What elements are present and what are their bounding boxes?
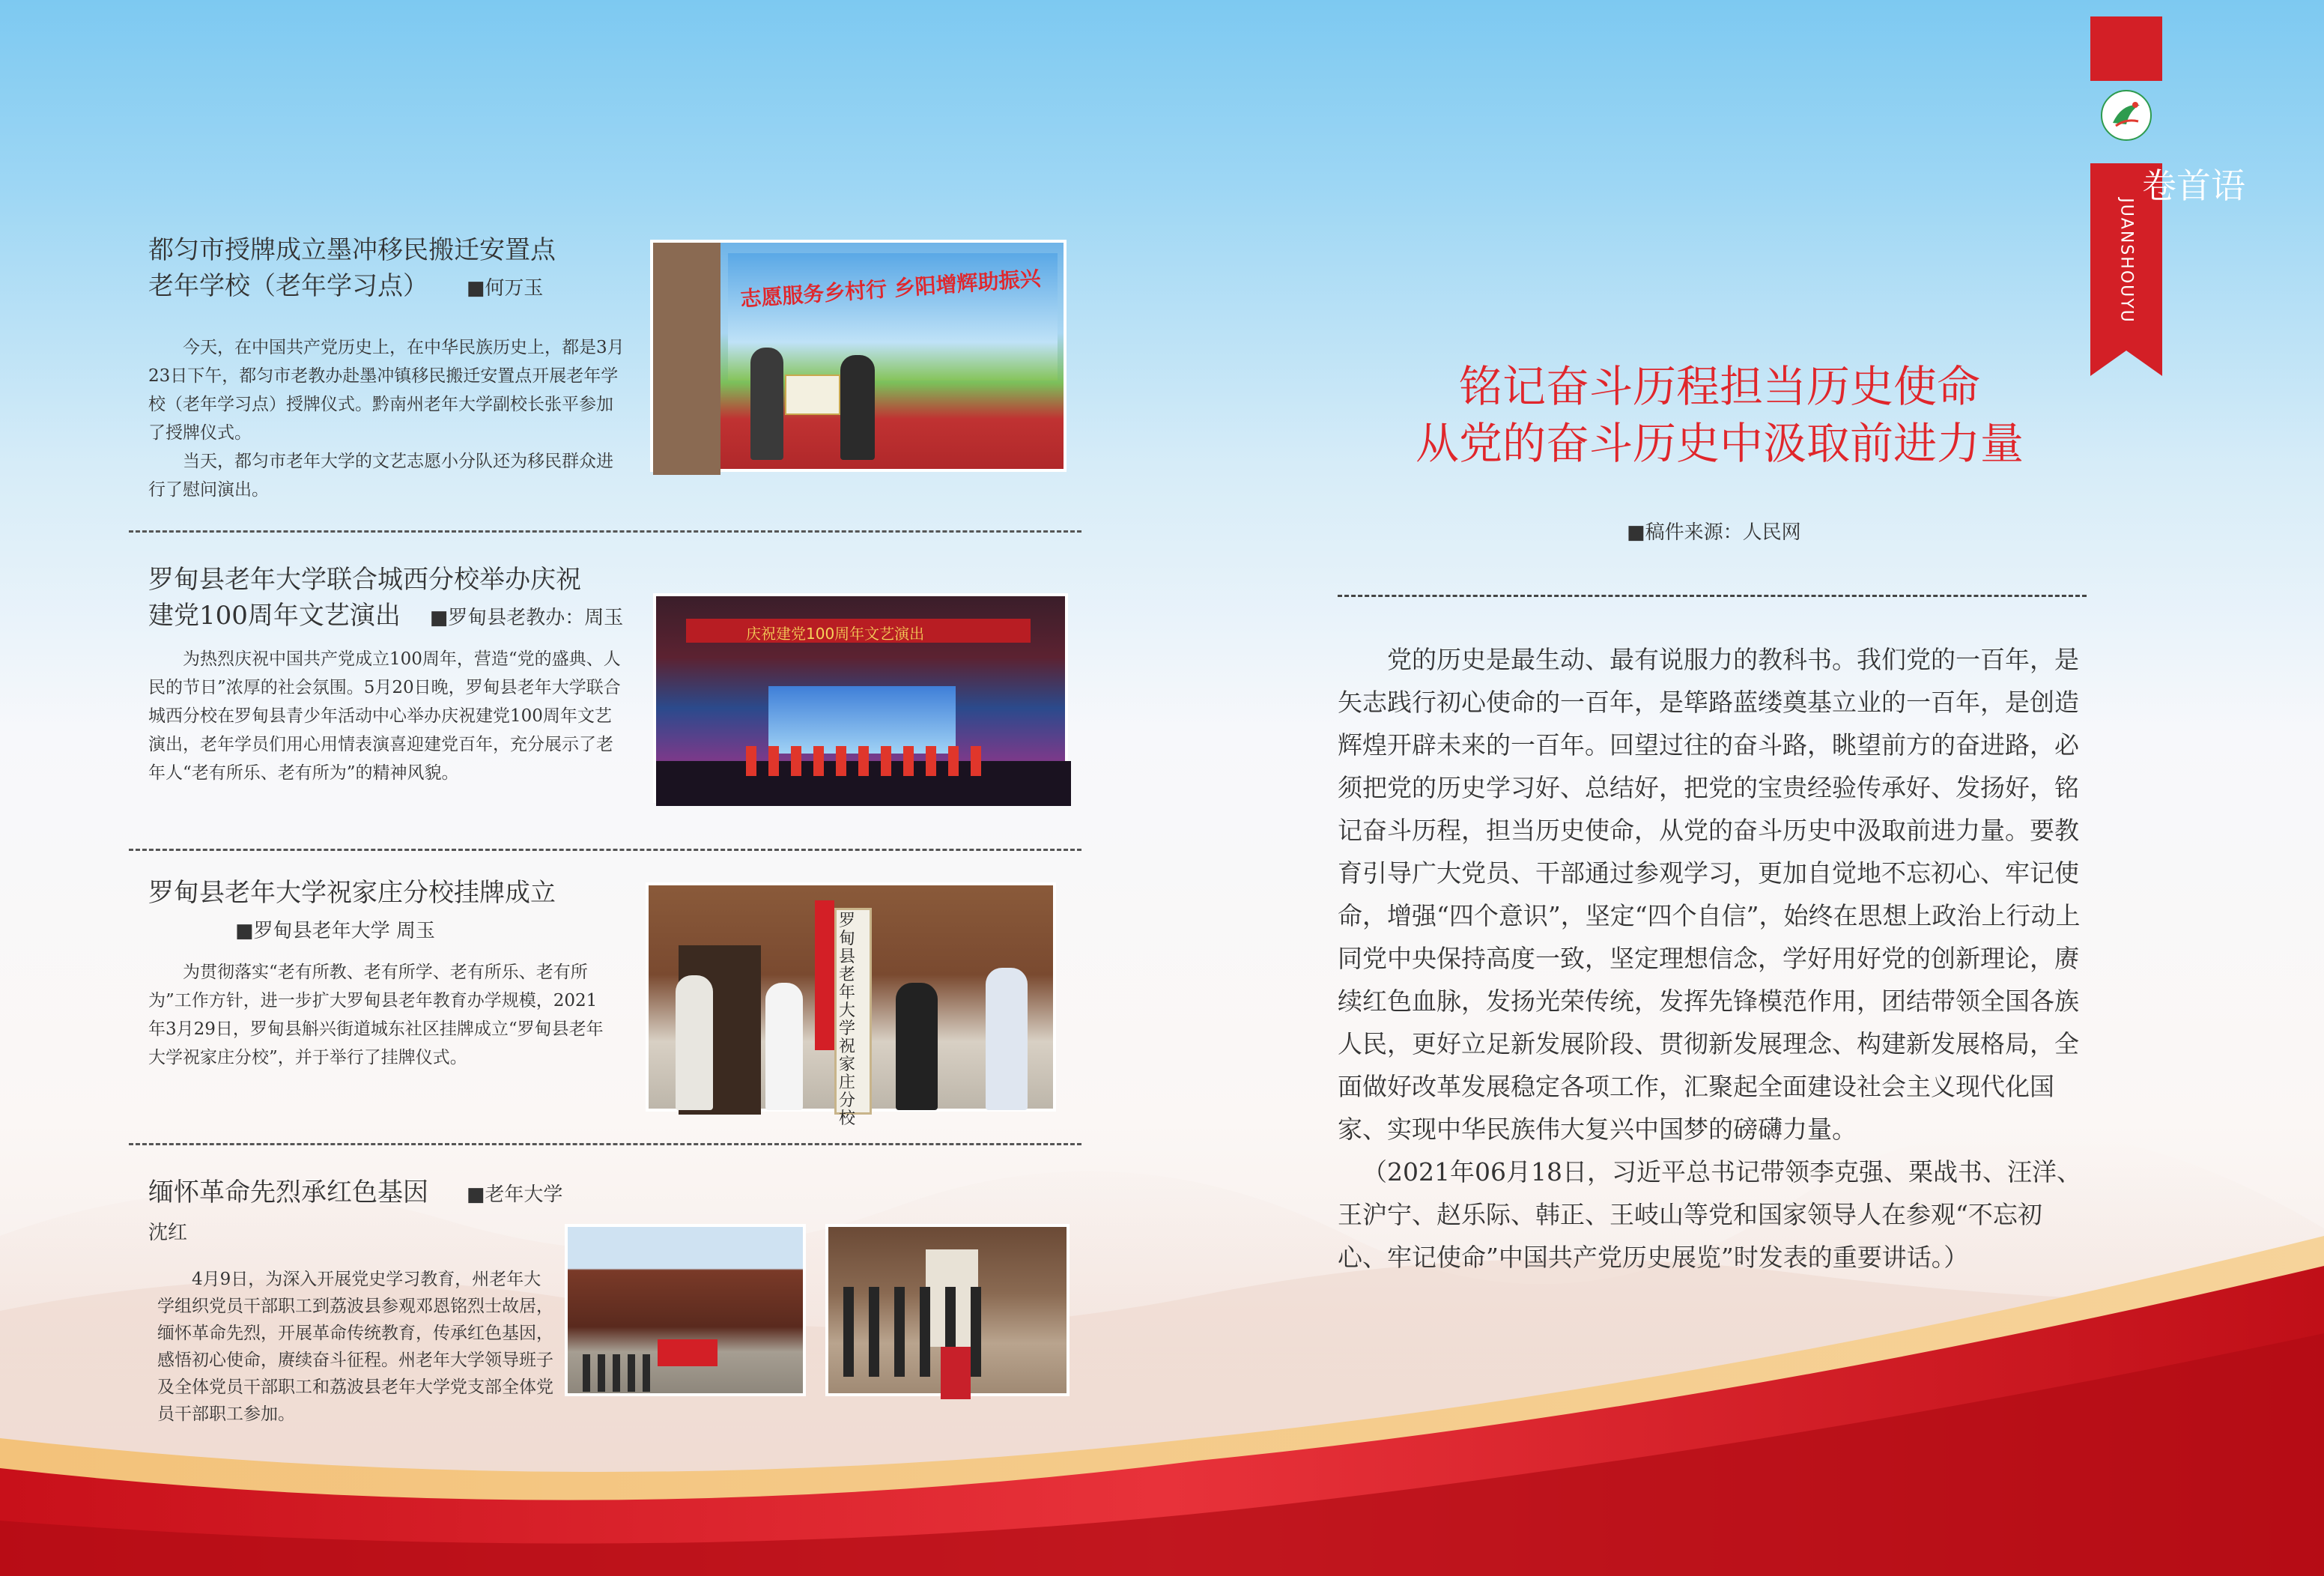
news-4-photo-2-red-carpet: [941, 1347, 971, 1399]
section-title: 卷首语: [2142, 166, 2245, 206]
news-1-photo: [650, 240, 1067, 472]
news-3-author: ■罗甸县老年大学 周玉: [235, 920, 435, 942]
news-1-photo-person-left: [750, 348, 783, 460]
news-4-photo-1: [565, 1224, 806, 1396]
news-4-paragraph-1: 4月9日，为深入开展党史学习教育，州老年大学组织党员干部职工到荔波县参观邓恩铭烈士故居，缅怀革命先烈，开展革命传统教育，传承红色基因，感悟初心使命，赓续奋斗征程。州老年大学领导班子及全体党员干部职工和荔波县老年大学党支部全体党员干部职工参加。: [157, 1270, 553, 1424]
news-3-photo-red-cloth: [815, 900, 834, 1050]
news-3-photo: [646, 882, 1056, 1128]
feature-source: ■稿件来源：人民网: [1627, 521, 1801, 544]
news-3-photo-person-2: [765, 983, 803, 1110]
news-1-photo-person-right: [840, 355, 875, 460]
news-3-photo-person-4: [986, 968, 1028, 1110]
news-2-title-line2-row: [148, 598, 643, 636]
news-2-photo-screen: [768, 686, 956, 754]
news-1-author: ■何万玉: [466, 277, 544, 300]
news-item-1: [148, 232, 628, 504]
news-2-paragraph-1: 为热烈庆祝中国共产党成立100周年，营造“党的盛典、人民的节日”浓厚的社会氛围。5月20日晚，罗甸县老年大学联合城西分校在罗甸县青少年活动中心举办庆祝建党100周年文艺演出，老年学员们用心用情表演喜迎建党百年，充分展示了老年人“老有所乐、老有所为”的精神风貌。: [148, 649, 621, 783]
section-pinyin: JUANSHOUYU: [2117, 198, 2136, 324]
feature-title-block: [1338, 358, 2102, 472]
news-4-photo-2-group: [843, 1287, 993, 1377]
news-1-photo-banner-text: 志愿服务乡村行 乡阳增辉助振兴: [739, 266, 1042, 312]
news-1-photo-building: [653, 243, 720, 475]
feature-title-line1: 铭记奋斗历程担当历史使命: [1458, 361, 1980, 412]
school-emblem-icon: [2099, 88, 2153, 142]
news-2-author: ■罗甸县老教办：周玉: [429, 607, 624, 629]
feature-body: [1338, 638, 2091, 1279]
news-4-photo-1-banner: [658, 1339, 717, 1366]
news-2-title-line2: 建党100周年文艺演出: [148, 601, 401, 631]
news-4-title-row: [148, 1175, 568, 1251]
news-item-2: [148, 562, 643, 787]
section-divider-2: [129, 849, 1081, 851]
news-1-photo-plaque: [785, 375, 840, 415]
news-4-photo-2: [825, 1224, 1070, 1396]
news-1-paragraph-1: 今天，在中国共产党历史上，在中华民族历史上，都是3月23日下午，都匀市老教办赴墨冲镇移民搬迁安置点开展老年学校（老年学习点）授牌仪式。黔南州老年大学副校长张平参加了授牌仪式。: [148, 338, 625, 443]
feature-paragraph-2: （2021年06月18日，习近平总书记带领李克强、栗战书、汪洋、王沪宁、赵乐际、韩正、王岐山等党和国家领导人在参观“不忘初心、牢记使命”中国共产党历史展览”时发表的重要讲话。）: [1338, 1157, 2081, 1272]
news-3-title-line1: 罗甸县老年大学祝家庄分校挂牌成立: [148, 878, 556, 908]
feature-title-line2: 从党的奋斗历史中汲取前进力量: [1415, 418, 2024, 469]
news-item-4: [148, 1175, 568, 1428]
news-4-photo-1-group: [583, 1354, 658, 1392]
news-4-title-line1: 缅怀革命先烈承红色基因: [148, 1178, 428, 1207]
news-item-3: [148, 875, 628, 1072]
news-1-title-line1: 都匀市授牌成立墨冲移民搬迁安置点: [148, 235, 556, 265]
section-divider-1: [129, 530, 1081, 533]
news-1-title-line2: 老年学校（老年学习点）: [148, 271, 428, 301]
news-2-photo-banner-text: 庆祝建党100周年文艺演出: [746, 625, 925, 643]
feature-paragraph-1: 党的历史是最生动、最有说服力的教科书。我们党的一百年，是矢志践行初心使命的一百年，是筚路蓝缕奠基立业的一百年，是创造辉煌开辟未来的一百年。回望过往的奋斗路，眺望前方的奋进路，必须把党的历史学习好、总结好，把党的宝贵经验传承好、发扬好，铭记奋斗历程，担当历史使命，从党的奋斗历史中汲取前进力量。要教育引导广大党员、干部通过参观学习，更加自觉地不忘初心、牢记使命，增强“四个意识”，坚定“四个自信”，始终在思想上政治上行动上同党中央保持高度一致，坚定理想信念，学好用好党的创新理论，赓续红色血脉，发扬光荣传统，发挥先锋模范作用，团结带领全国各族人民，更好立足新发展阶段、贯彻新发展理念、构建新发展格局，全面做好改革发展稳定各项工作，汇聚起全面建设社会主义现代化国家、实现中华民族伟大复兴中国梦的磅礴力量。: [1338, 645, 2081, 1144]
news-3-photo-person-3: [896, 983, 938, 1110]
news-4-author: ■老年大学 沈红: [148, 1183, 563, 1244]
news-2-photo: [653, 593, 1068, 803]
news-3-photo-plaque-text: 罗甸县老年大学祝家庄分校: [839, 912, 856, 1128]
section-divider-3: [129, 1143, 1081, 1145]
feature-divider: [1338, 595, 2087, 597]
news-2-photo-dancers: [746, 746, 986, 776]
news-1-title-line2-row: [148, 268, 628, 306]
news-1-paragraph-2: 当天，都匀市老年大学的文艺志愿小分队还为移民群众进行了慰问演出。: [148, 452, 613, 500]
news-2-title-line1: 罗甸县老年大学联合城西分校举办庆祝: [148, 565, 581, 595]
news-3-paragraph-1: 为贯彻落实“老有所教、老有所学、老有所乐、老有所为”工作方针，进一步扩大罗甸县老年教育办学规模，2021年3月29日，罗甸县斛兴街道城东社区挂牌成立“罗甸县老年大学祝家庄分校”，并于举行了挂牌仪式。: [148, 963, 604, 1067]
news-3-photo-person-1: [676, 975, 713, 1110]
